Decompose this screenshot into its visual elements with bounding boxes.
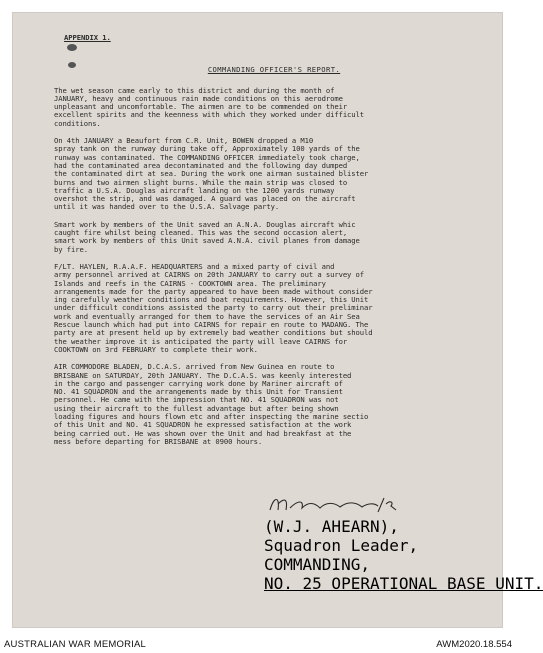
paragraph-spray-tank: On 4th JANUARY a Beaufort from C.R. Unit, BOWEN dropped a M10 spray tank on the runway during take off, Approximately 100 yards of the runway was contaminated. The COMMANDING OFFICER immediately took charge, had the contaminated area decontaminated and the following day dumped the contaminated dirt at sea. During the work one airman sustained blister burns and two airmen slight burns. While the main strip was closed to traffic a U.S.A. Douglas aircraft landing on the 1200 yards runway overshot the strip, and was damaged. A guard was placed on the aircraft until it was handed over to the U.S.A. Salvage party. — [54, 136, 369, 212]
signature-block — [264, 492, 543, 593]
institution-label: AUSTRALIAN WAR MEMORIAL — [4, 639, 147, 650]
paragraph-survey: F/LT. HAYLEN, R.A.A.F. HEADQUARTERS and a mixed party of civil and army personnel arrived at CAIRNS on 20th JANUARY to carry out a survey of Islands and reefs in the CAIRNS - COOKTOWN area. The preliminary arrangements made for the party appeared to have been made without consider ing carefully weather conditions and boat requirements. However, this Unit under difficult conditions assisted the party to carry out their preliminar work and eventually arranged for them to have the services of an Air Sea Rescue launch which had put into CAIRNS for repair en route to MADANG. The party are at present held up by extremely bad weather conditions but should the weather improve it is anticipated the party will leave CAIRNS for COOKTOWN on 3rd FEBRUARY to complete their work. — [54, 261, 373, 354]
document-page — [12, 12, 543, 628]
paragraph-wet-season: The wet season came early to this district and during the month of JANUARY, heavy and continuous rain made conditions on this aerodrome unpleasant and uncomfortable. The airmen are to be commended on their excellent spirits and the keenness with which they worked under difficult conditions. — [54, 85, 365, 128]
signatory-name: (W.J. AHEARN), — [264, 517, 399, 536]
signatory-rank: Squadron Leader, — [264, 536, 419, 555]
paragraph-fire: Smart work by members of the Unit saved an A.N.A. Douglas aircraft whic caught fire whilst being cleaned. This was the second occasion alert, smart work by members of this Unit saved A.N.A. civil planes from damage by fire. — [54, 219, 360, 254]
handwritten-signature — [264, 492, 414, 516]
report-body — [54, 34, 494, 455]
archive-footer — [0, 636, 516, 653]
paragraph-visit: AIR COMMODORE BLADEN, D.C.A.S. arrived from New Guinea en route to BRISBANE on SATURDAY, 20th JANUARY. The D.C.A.S. was keenly interested in the cargo and passenger carrying work done by Mariner aircraft of NO. 41 SQUADRON and the arrangements made by this Unit for Transient personnel. He came with the impression that NO. 41 SQUADRON was not using their aircraft to the fullest advantage but after being shown loading figures and hours flown etc and after inspecting the marine sectio of this Unit and NO. 41 SQUADRON he expressed satisfaction at the work being carried out. He was shown over the Unit and had breakfast at the mess before departing for BRISBANE at 0900 hours. — [54, 362, 369, 446]
catalogue-id: AWM2020.18.554 — [436, 639, 512, 650]
signatory-role: COMMANDING, — [264, 555, 370, 574]
appendix-heading: APPENDIX 1. — [64, 33, 111, 42]
report-title: COMMANDING OFFICER'S REPORT. — [207, 65, 341, 75]
signatory-unit: NO. 25 OPERATIONAL BASE UNIT. — [264, 574, 543, 593]
